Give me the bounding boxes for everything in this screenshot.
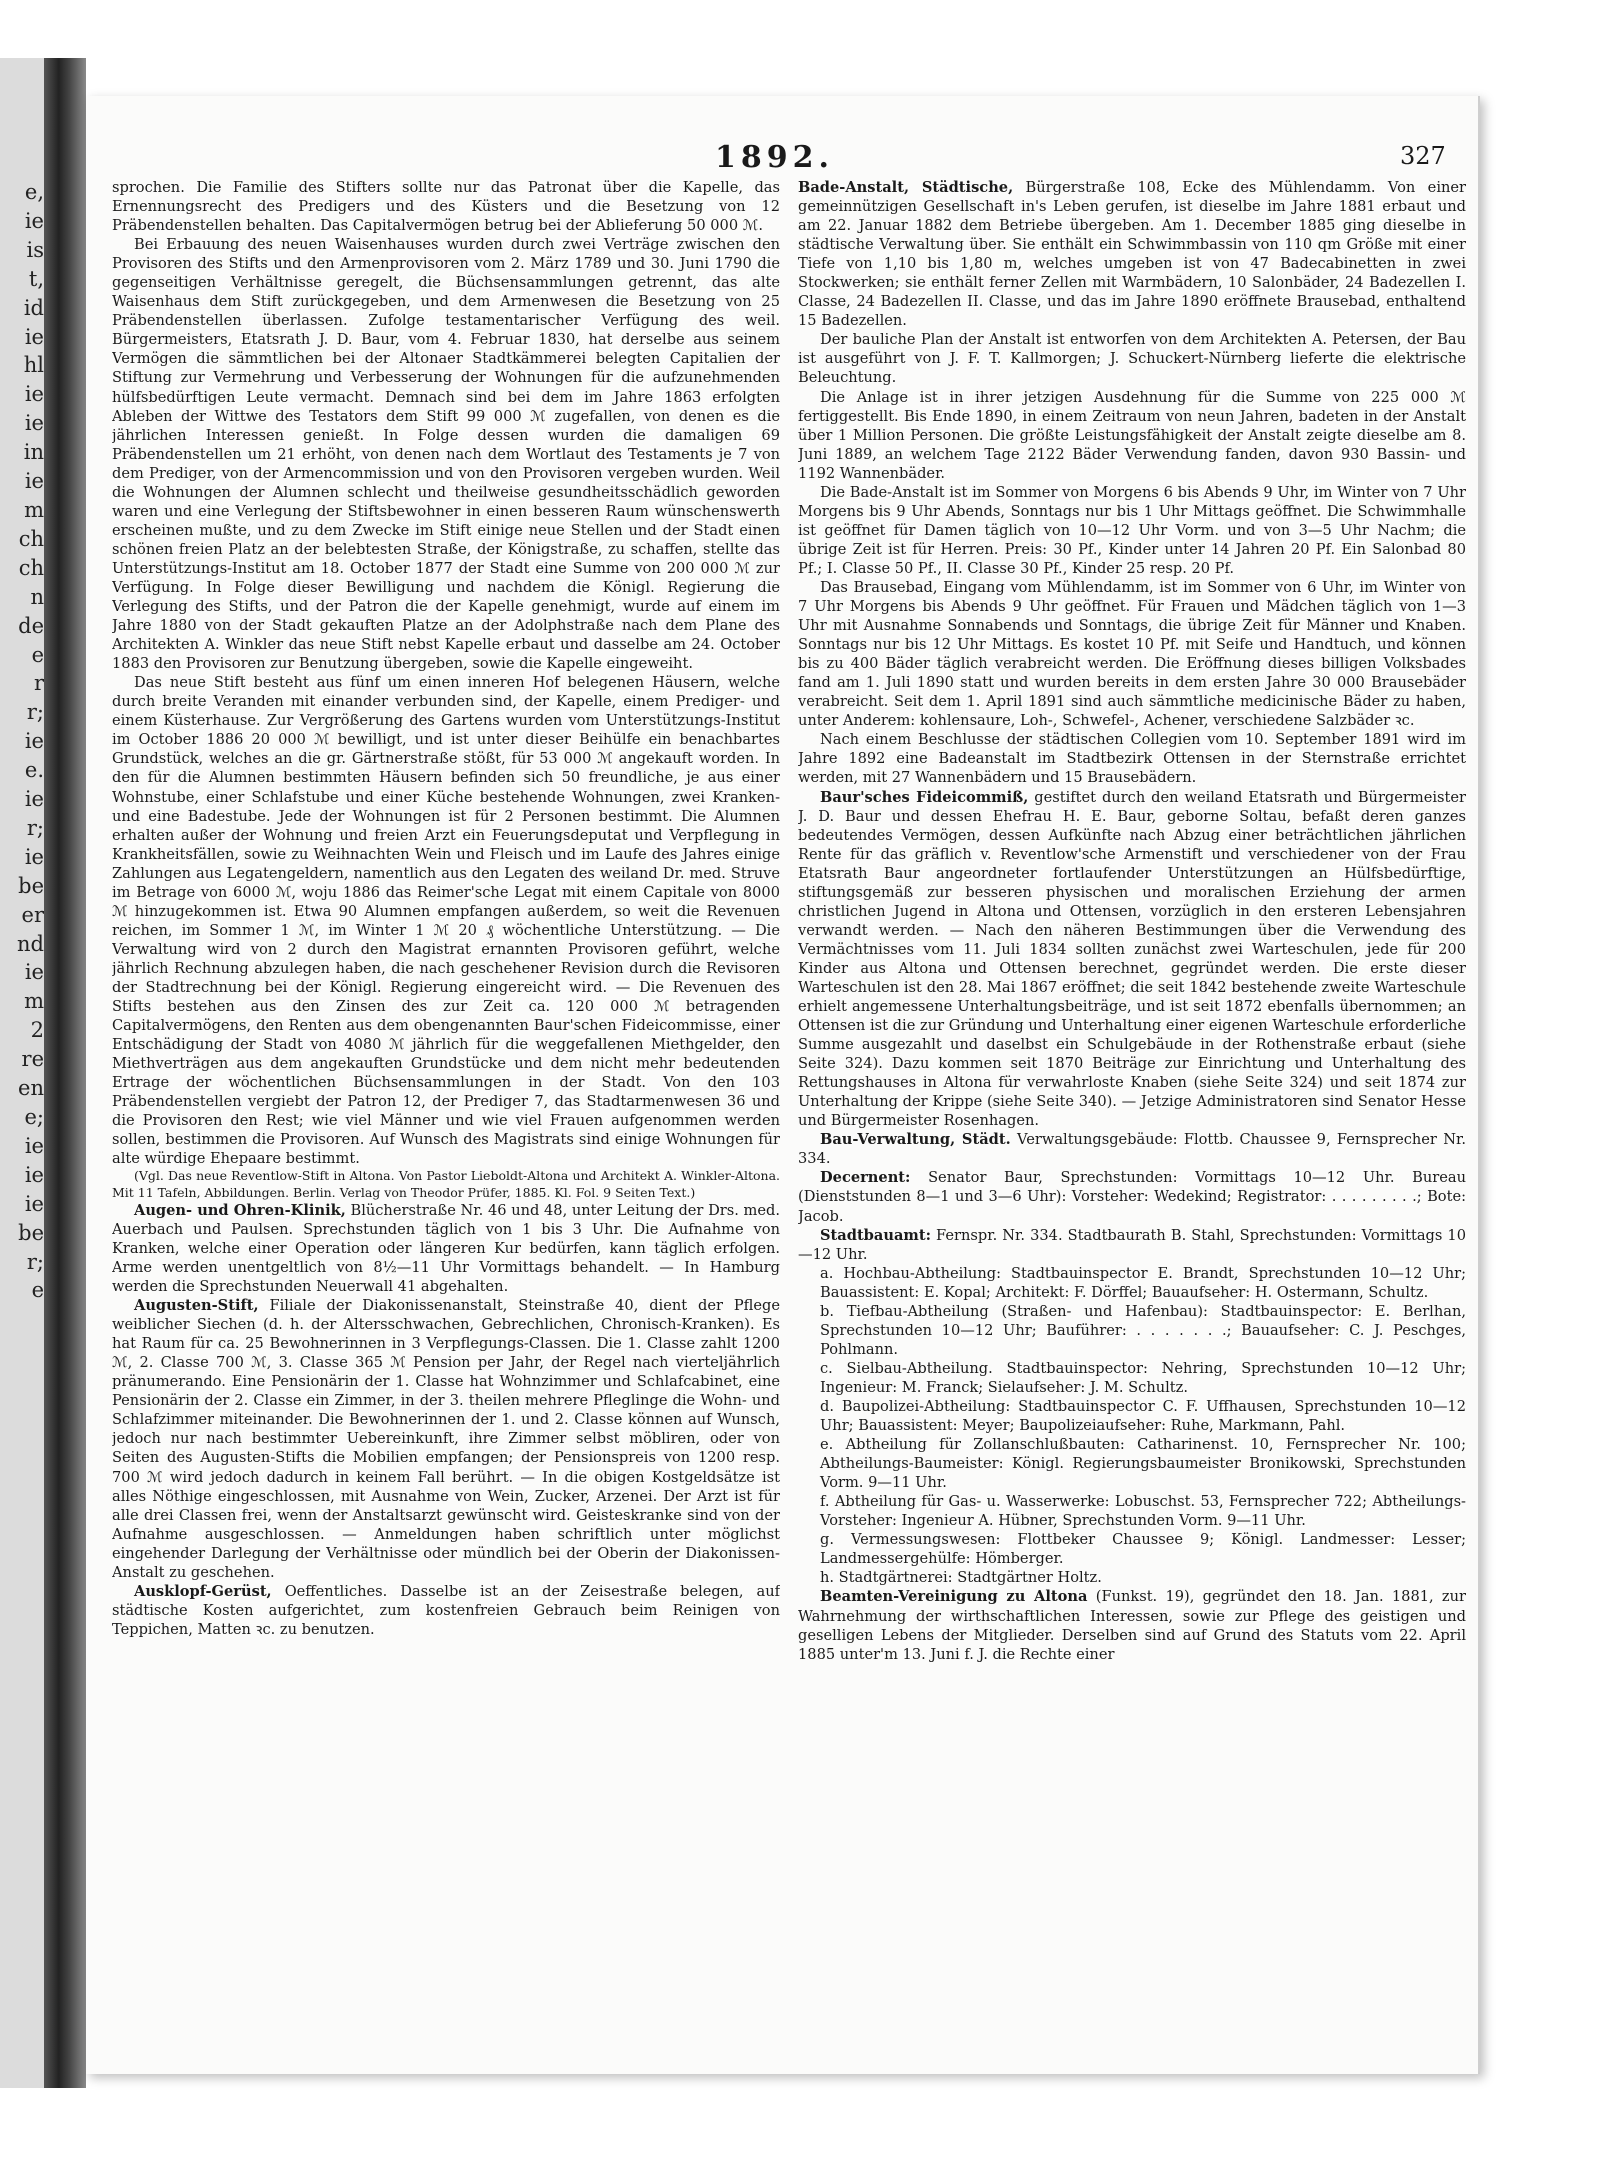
- previous-page-fragment: t,: [28, 266, 44, 291]
- previous-page-fragment: e.: [24, 758, 44, 783]
- entry-text: gestiftet durch den weiland Etatsrath und Bürgermeister J. D. Baur und dessen Ehefrau H. E. Baur, geborne Soltau, befaßt deren ganzes bedeutendes Vermögen, dessen Aufkünfte nach Abzug einer beträchtlichen jährlichen Rente für das gräflich v. Reventlow'sche Armenstift und verschiedener von der Frau Etatsrath Baur angeordneter fortlaufender Unterstützungen an Hülfsbedürftige, stiftungsgemäß zur besseren physischen und moralischen Erziehung der armen christlichen Jugend in Altona und Ottensen, vorzüglich in den ersteren Lebensjahren verwandt werden. — Nach den näheren Bestimmungen über die Verwendung des Vermächtnisses vom 11. Juli 1834 sollten zunächst zwei Warteschulen, jede für 200 Kinder aus Altona und Ottensen berechnet, gegründet werden. Die erste dieser Warteschulen ist den 28. Mai 1867 eröffnet; die seit 1842 bestehende zweite Warteschule erhielt angemessene Unterhaltungsbeiträge, und ist seit 1872 ebenfalls übernommen; an Ottensen ist die zur Gründung und Unterhaltung einer eigenen Warteschule erforderliche Summe ausgezahlt und daselbst ein Schulgebäude in der Rothenstraße erbaut (siehe Seite 324). Dazu kommen seit 1870 Beiträge zur Einrichtung und Unterhaltung des Rettungshauses in Altona für verwahrloste Knaben (siehe Seite 324) und seit 1874 zur Unterhaltung der Krippe (siehe Seite 340). — Jetzige Administratoren sind Senator Hesse und Bürgermeister Rosenhagen.: [798, 788, 1466, 1130]
- previous-page-fragment: be: [18, 1220, 44, 1245]
- previous-page-fragment: ch: [18, 526, 44, 551]
- entry-heading: Decernent:: [820, 1169, 911, 1187]
- page-year-header: 1892.: [715, 140, 834, 175]
- previous-page-fragment: r;: [26, 700, 44, 725]
- previous-page-fragment: re: [21, 1047, 44, 1072]
- entry-text: Das neue Stift besteht aus fünf um einen inneren Hof belegenen Häusern, welche durch breite Veranden mit einander verbunden sind, der Kapelle, einem Prediger- und einem Küsterhause. Zur Vergrößerung des Gartens wurden vom Unterstützungs-Institut im October 1886 20 000 ℳ bewilligt, und ist unter dieser Beihülfe ein benachbartes Grundstück, welches an die gr. Gärtnerstraße stößt, für 53 000 ℳ angekauft worden. In den für die Alumnen bestimmten Häusern befinden sich 50 freundliche, je aus einer Wohnstube, einer Schlafstube und einer Küche bestehende Wohnungen, zwei Kranken- und eine Badestube. Jede der Wohnungen ist für 2 Personen bestimmt. Die Alumnen erhalten außer der Wohnung und freien Arzt ein Feuerungsdeputat und Verpflegung in Krankheitsfällen, sowie zu Weihnachten Wein und Fleisch und im Laufe des Jahres einige Zahlungen aus Legatengeldern, namentlich aus den Legaten des weiland Dr. med. Struve im Betrage von 6000 ℳ, woju 1886 das Reimer'sche Legat mit einem Capitale von 8000 ℳ hinzugekommen ist. Etwa 90 Alumnen empfangen außerdem, so weit die Revenuen reichen, im Sommer 1 ℳ, im Winter 1 ℳ 20 ₰ wöchentliche Unterstützung. — Die Verwaltung wird von 2 durch den Magistrat ernannten Provisoren geführt, welche jährlich Rechnung abzulegen haben, die nach geschehener Revision durch die Revisoren der Stadtrechnung bei der Königl. Regierung eingereicht wird. — Die Revenuen des Stifts bestehen aus den Zinsen des zur Zeit ca. 120 000 ℳ betragenden Capitalvermögens, den Renten aus dem obengenannten Baur'schen Fideicommisse, einer Entschädigung der Stadt von 4080 ℳ jährlich für die weggefallenen Miethgelder, den Miethverträgen aus dem angekauften Grundstücke und dem nicht mehr bedeutenden Ertrage der wöchentlichen Büchsensammlungen in der Stadt. Von den 103 Präbendenstellen vergiebt der Patron 12, der Prediger 7, das Stadtarmenwesen 36 und die Provisoren den Rest; wie viel Männer und wie viel Frauen aufgenommen werden sollen, bestimmen die Provisoren. Auf Wunsch des Magistrats sind einige Wohnungen für alte würdige Ehepaare bestimmt.: [112, 674, 780, 1168]
- entry-text: Bürgerstraße 108, Ecke des Mühlendamm. Von einer gemeinnützigen Gesellschaft in's Leben gerufen, ist dieselbe im Jahre 1881 erbaut und am 22. Januar 1882 dem Betriebe übergeben. Am 1. December 1885 ging dieselbe in städtische Verwaltung über. Sie enthält ein Schwimmbassin von 110 qm Größe mit einer Tiefe von 1,10 bis 1,80 m, welches umgeben ist von 47 Badecabinetten in zwei Stockwerken; sie enthält ferner Zellen mit Warmbädern, 10 Salonbäder, 24 Badezellen I. Classe, 24 Badezellen II. Classe, und das im Jahre 1890 eröffnete Brausebad, enthaltend 15 Badezellen.: [798, 179, 1466, 330]
- previous-page-fragment: ie: [24, 787, 44, 812]
- previous-page-fragment: ie: [24, 1133, 44, 1158]
- right-text-column: [798, 178, 1466, 1958]
- previous-page-fragment: ie: [24, 208, 44, 233]
- previous-page-fragment: ie: [24, 960, 44, 985]
- sub-entry: [798, 1492, 1466, 1530]
- source-note: [112, 1168, 780, 1200]
- sub-entry: [798, 1435, 1466, 1492]
- entry-heading: Ausklopf-Gerüst,: [134, 1582, 272, 1600]
- previous-page-fragment: ie: [24, 324, 44, 349]
- left-text-column: [112, 178, 780, 1978]
- entry-text: Das Brausebad, Eingang vom Mühlendamm, ist im Sommer von 6 Uhr, im Winter von 7 Uhr Morgens bis Abends 9 Uhr geöffnet. Für Frauen und Mädchen täglich von 1—3 Uhr mit Ausnahme Sonnabends und Sonntags, die übrige Zeit für Männer und Knaben. Sonntags nur bis 12 Uhr Mittags. Es kostet 10 Pf. mit Seife und Handtuch, und können bis zu 400 Bäder täglich verabreicht werden. Die Eröffnung dieses billigen Volksbades fand am 1. Juli 1890 statt und wurden bereits in dem ersten Jahre 30 000 Brausebäder verabreicht. Seit dem 1. April 1891 sind auch sämmtliche medicinische Bäder zu haben, unter Anderem: kohlensaure, Loh-, Schwefel-, Achener, verschiedene Salzbäder ꝛc.: [798, 578, 1466, 730]
- page-number: 327: [1400, 142, 1446, 170]
- entry-text: Blücherstraße Nr. 46 und 48, unter Leitung der Drs. med. Auerbach und Paulsen. Sprechstunden täglich von 1 bis 3 Uhr. Die Aufnahme von Kranken, welche einer Operation oder längeren Kur bedürfen, kann täglich erfolgen. Arme werden unentgeltlich von 8½—11 Uhr Vormittags behandelt. — In Hamburg werden die Sprechstunden Neuerwall 41 abgehalten.: [112, 1201, 780, 1296]
- previous-page-fragment: en: [18, 1076, 44, 1101]
- paragraph: [112, 178, 780, 235]
- previous-page-fragment: er: [21, 902, 44, 927]
- previous-page-fragment: r;: [26, 815, 44, 840]
- previous-page-fragment: nd: [17, 931, 44, 956]
- previous-page-fragment: r: [33, 671, 44, 696]
- entry-text: Verwaltungsgebäude: Flottb. Chaussee 9, Fernsprecher Nr. 334.: [798, 1131, 1466, 1168]
- previous-page-fragment: 2: [30, 1018, 44, 1043]
- paragraph: [112, 1296, 780, 1582]
- previous-page-fragment: e,: [24, 180, 44, 204]
- paragraph: [798, 578, 1466, 730]
- previous-page-fragment: m: [24, 989, 44, 1014]
- paragraph: [112, 673, 780, 1168]
- paragraph: [798, 1587, 1466, 1663]
- paragraph: [798, 730, 1466, 787]
- entry-text: Der bauliche Plan der Anstalt ist entworfen von dem Architekten A. Petersen, der Bau ist ausgeführt von J. F. T. Kallmorgen; J. Schuckert-Nürnberg lieferte die elektrische Beleuchtung.: [798, 331, 1466, 387]
- previous-page-fragment: ie: [24, 844, 44, 869]
- previous-page-fragment: e;: [24, 1105, 44, 1129]
- entry-text: Fernspr. Nr. 334. Stadtbaurath B. Stahl, Sprechstunden: Vormittags 10—12 Uhr.: [798, 1226, 1466, 1263]
- paragraph: [798, 178, 1466, 330]
- entry-text: h. Stadtgärtnerei: Stadtgärtner Holtz.: [820, 1569, 1102, 1587]
- previous-page-fragment: e: [31, 1278, 44, 1303]
- book-spine: [44, 58, 86, 2088]
- previous-page-fragment: ie: [24, 382, 44, 407]
- entry-text: g. Vermessungswesen: Flottbeker Chaussee 9; Königl. Landmesser: Lesser; Landmessergehülfe: Hömberger.: [820, 1531, 1466, 1568]
- previous-page-fragment: e: [31, 642, 44, 667]
- previous-page-fragment: ch: [18, 555, 44, 580]
- entry-heading: Bade-Anstalt, Städtische,: [798, 179, 1014, 196]
- entry-text: Die Bade-Anstalt ist im Sommer von Morgens 6 bis Abends 9 Uhr, im Winter von 7 Uhr Morgens bis 9 Uhr Abends, Sonntags nur bis 1 Uhr Mittags geöffnet. Die Schwimmhalle ist geöffnet für Damen täglich von 10—12 Uhr Vorm. und von 3—5 Uhr Nachm; die übrige Zeit ist für Herren. Preis: 30 Pf., Kinder unter 14 Jahren 20 Pf. Ein Salonbad 80 Pf.; I. Classe 50 Pf., II. Classe 30 Pf., Kinder 25 resp. 20 Pf.: [798, 483, 1466, 577]
- entry-text: a. Hochbau-Abtheilung: Stadtbauinspector E. Brandt, Sprechstunden 10—12 Uhr; Bauassistent: E. Kopal; Architekt: F. Dörffel; Bauaufseher: H. Ostermann, Schultz.: [820, 1264, 1466, 1301]
- paragraph: [798, 1226, 1466, 1264]
- entry-heading: Augen- und Ohren-Klinik,: [134, 1201, 346, 1219]
- previous-page-fragment: in: [23, 440, 44, 465]
- entry-text: Die Anlage ist in ihrer jetzigen Ausdehnung für die Summe von 225 000 ℳ fertiggestellt. Bis Ende 1890, in einem Zeitraum von neun Jahren, badeten in der Anstalt über 1 Million Personen. Die größte Leistungsfähigkeit der Anstalt zeigte dieselbe am 8. Juni 1889, an welchem Tage 2122 Bäder Verwendung fanden, davon 930 Bassin- und 1192 Wannenbäder.: [798, 388, 1466, 482]
- entry-text: f. Abtheilung für Gas- u. Wasserwerke: Lobuschst. 53, Fernsprecher 722; Abtheilungs-Vorsteher: Ingenieur A. Hübner, Sprechstunden Vorm. 9—11 Uhr.: [820, 1493, 1466, 1530]
- entry-heading: Baur'sches Fideicommiß,: [820, 788, 1029, 806]
- paragraph: [798, 483, 1466, 578]
- paragraph: [798, 330, 1466, 387]
- previous-page-fragment: ie: [24, 1162, 44, 1187]
- entry-text: e. Abtheilung für Zollanschlußbauten: Catharinenst. 10, Fernsprecher Nr. 100; Abtheilungs-Baumeister: Königl. Regierungsbaumeister Bronikowski, Sprechstunden Vorm. 9—11 Uhr.: [820, 1436, 1466, 1492]
- previous-page-fragment: ie: [24, 469, 44, 494]
- entry-heading: Stadtbauamt:: [820, 1226, 931, 1244]
- entry-heading: Beamten-Vereinigung zu Altona: [820, 1588, 1088, 1606]
- sub-entry: [798, 1530, 1466, 1568]
- entry-text: b. Tiefbau-Abtheilung (Straßen- und Hafenbau): Stadtbauinspector: E. Berlhan, Sprechstunden 10—12 Uhr; Bauführer: . . . . . . .; Bauaufseher: C. J. Peschges, Pohlmann.: [820, 1302, 1466, 1358]
- paragraph: [798, 388, 1466, 483]
- sub-entry: [798, 1397, 1466, 1435]
- entry-text: (Funkst. 19), gegründet den 18. Jan. 1881, zur Wahrnehmung der wirthschaftlichen Interessen, sowie zur Pflege des geistigen und geselligen Lebens der Mitglieder. Derselben sind auf Grund des Statuts vom 22. April 1885 unter'm 13. Juni f. J. die Rechte einer: [798, 1588, 1466, 1663]
- entry-text: Bei Erbauung des neuen Waisenhauses wurden durch zwei Verträge zwischen den Provisoren des Stifts und den Armenprovisoren vom 2. März 1789 und 30. Juni 1790 die gegenseitigen Verhältnisse geregelt, die Büchsensammlungen getrennt, das alte Waisenhaus dem Stift zurückgegeben, und dem Armenwesen die Besetzung von 25 Präbendenstellen überlassen. Zufolge testamentarischer Verfügung des weil. Bürgermeisters, Etatsrath J. D. Baur, vom 4. Februar 1830, hat derselbe aus seinem Vermögen die sämmtlichen bei der Altonaer Stadtkämmerei belegten Capitalien der Stiftung zur Vermehrung und Verbesserung der Wohnungen für die aufzunehmenden hülfsbedürftigen Leute vermacht. Demnach sind bei dem im Jahre 1863 erfolgten Ableben der Wittwe des Testators dem Stift 99 000 ℳ zugefallen, von denen es die jährlichen Interessen genießt. In Folge dessen wurden die damaligen 69 Präbendenstellen um 21 erhöht, von denen nach dem Wortlaut des Testaments je 7 von dem Prediger, von der Armencommission und von den Provisoren vergeben wurden. Weil die Wohnungen der Alumnen schlecht und theilweise gesundheitsschädlich geworden waren und eine Verlegung der Stiftsbewohner in einen besseren Raum wünschenswerth erscheinen mußte, und zu dem Zwecke im Stift einige neue Stellen und der Stadt einen schönen freien Platz an der belebtesten Straße, der Königstraße, zu schaffen, stellte das Unterstützungs-Institut am 18. October 1877 der Stadt eine Summe von 200 000 ℳ zur Verfügung. In Folge dieser Bewilligung und nachdem die Königl. Regierung die Verlegung des Stifts, und der Patron die der Kapelle genehmigt, wurde auf einem im Jahre 1880 von der Stadt gekauften Platze an der Adolphstraße nach dem Plane des Architekten A. Winkler das neue Stift nebst Kapelle erbaut und dasselbe am 24. October 1883 den Provisoren zur Benutzung übergeben, sowie die Kapelle eingeweiht.: [112, 236, 780, 673]
- previous-page-fragment: ie: [24, 1191, 44, 1216]
- previous-page-fragment: hl: [23, 353, 44, 378]
- entry-text: Oeffentliches. Dasselbe ist an der Zeisestraße belegen, auf städtische Kosten aufgerichtet, zum kostenfreien Gebrauch beim Reinigen von Teppichen, Matten ꝛc. zu benutzen.: [112, 1582, 780, 1638]
- entry-heading: Augusten-Stift,: [134, 1297, 259, 1315]
- previous-page-fragment: ie: [24, 411, 44, 436]
- sub-entry: [798, 1568, 1466, 1587]
- paragraph: [798, 1130, 1466, 1168]
- sub-entry: [798, 1264, 1466, 1302]
- entry-text: Filiale der Diakonissenanstalt, Steinstraße 40, dient der Pflege weiblicher Siechen (d. h. der Altersschwachen, Gebrechlichen, Chronisch-Kranken). Es hat Raum für ca. 25 Bewohnerinnen in 3 Verpflegungs-Classen. Die 1. Classe zahlt 1200 ℳ, 2. Classe 700 ℳ, 3. Classe 365 ℳ Pension per Jahr, der Regel nach vierteljährlich pränumerando. Eine Pensionärin der 1. Classe hat Wohnzimmer und Schlafcabinet, eine Pensionärin der 2. Classe ein Zimmer, in der 3. theilen mehrere Pfleglinge die Wohn- und Schlafzimmer miteinander. Die Bewohnerinnen der 1. und 2. Classe können auf Wunsch, jedoch nur nach bestimmter Uebereinkunft, ihre Zimmer selbst möbliren, oder von Seiten des Augusten-Stifts die Mobilien empfangen; der Pensionspreis von 1200 resp. 700 ℳ wird jedoch dadurch in keinem Fall berührt. — In die obigen Kostgeldsätze ist alles Nöthige eingeschlossen, mit Ausnahme von Wein, Zucker, Arzenei. Der Arzt ist für alle drei Classen frei, wenn der Anstaltsarzt gewünscht wird. Geisteskranke sind von der Aufnahme ausgeschlossen. — Anmeldungen haben schriftlich unter möglichst eingehender Darlegung der Verhältnisse oder mündlich bei der Oberin der Diakonissen-Anstalt zu geschehen.: [112, 1297, 780, 1581]
- previous-page-fragment: r;: [26, 1249, 44, 1274]
- previous-page-text-fragments: [4, 178, 44, 1305]
- entry-text: sprochen. Die Familie des Stifters sollte nur das Patronat über die Kapelle, das Ernennungsrecht des Predigers und des Küsters und die Besetzung von 12 Präbendenstellen behalten. Das Capitalvermögen betrug bei der Ablieferung 50 000 ℳ.: [112, 179, 780, 235]
- previous-page-fragment: m: [24, 497, 44, 522]
- paragraph: [798, 788, 1466, 1131]
- entry-text: (Vgl. Das neue Reventlow-Stift in Altona. Von Pastor Lieboldt-Altona und Architekt A. Winkler-Altona. Mit 11 Tafeln, Abbildungen. Berlin. Verlag von Theodor Prüfer, 1885. Kl. Fol. 9 Seiten Text.): [112, 1168, 780, 1200]
- sub-entry: [798, 1302, 1466, 1359]
- paragraph: [112, 1201, 780, 1296]
- entry-heading: Bau-Verwaltung, Städt.: [820, 1131, 1011, 1149]
- paragraph: [798, 1168, 1466, 1225]
- previous-page-fragment: n: [30, 584, 44, 609]
- sub-entry: [798, 1359, 1466, 1397]
- paragraph: [112, 235, 780, 673]
- previous-page-fragment: is: [26, 237, 44, 262]
- entry-text: Senator Baur, Sprechstunden: Vormittags 10—12 Uhr. Bureau (Dienststunden 8—1 und 3—6 Uhr): Vorsteher: Wedekind; Registrator: . . . . . . . . .; Bote: Jacob.: [798, 1169, 1466, 1225]
- previous-page-fragment: ie: [24, 729, 44, 754]
- previous-page-fragment: id: [23, 295, 44, 320]
- entry-text: d. Baupolizei-Abtheilung: Stadtbauinspector C. F. Uffhausen, Sprechstunden 10—12 Uhr; Bauassistent: Meyer; Baupolizeiaufseher: Ruhe, Markmann, Pahl.: [820, 1398, 1466, 1435]
- previous-page-fragment: de: [18, 613, 44, 638]
- entry-text: Nach einem Beschlusse der städtischen Collegien vom 10. September 1891 wird im Jahre 1892 eine Badeanstalt im Stadtbezirk Ottensen in der Sternstraße errichtet werden, mit 27 Wannenbädern und 15 Brausebädern.: [798, 731, 1466, 787]
- entry-text: c. Sielbau-Abtheilung. Stadtbauinspector: Nehring, Sprechstunden 10—12 Uhr; Ingenieur: M. Franck; Sielaufseher: J. M. Schultz.: [820, 1359, 1466, 1396]
- paragraph: [112, 1582, 780, 1639]
- previous-page-fragment: be: [18, 873, 44, 898]
